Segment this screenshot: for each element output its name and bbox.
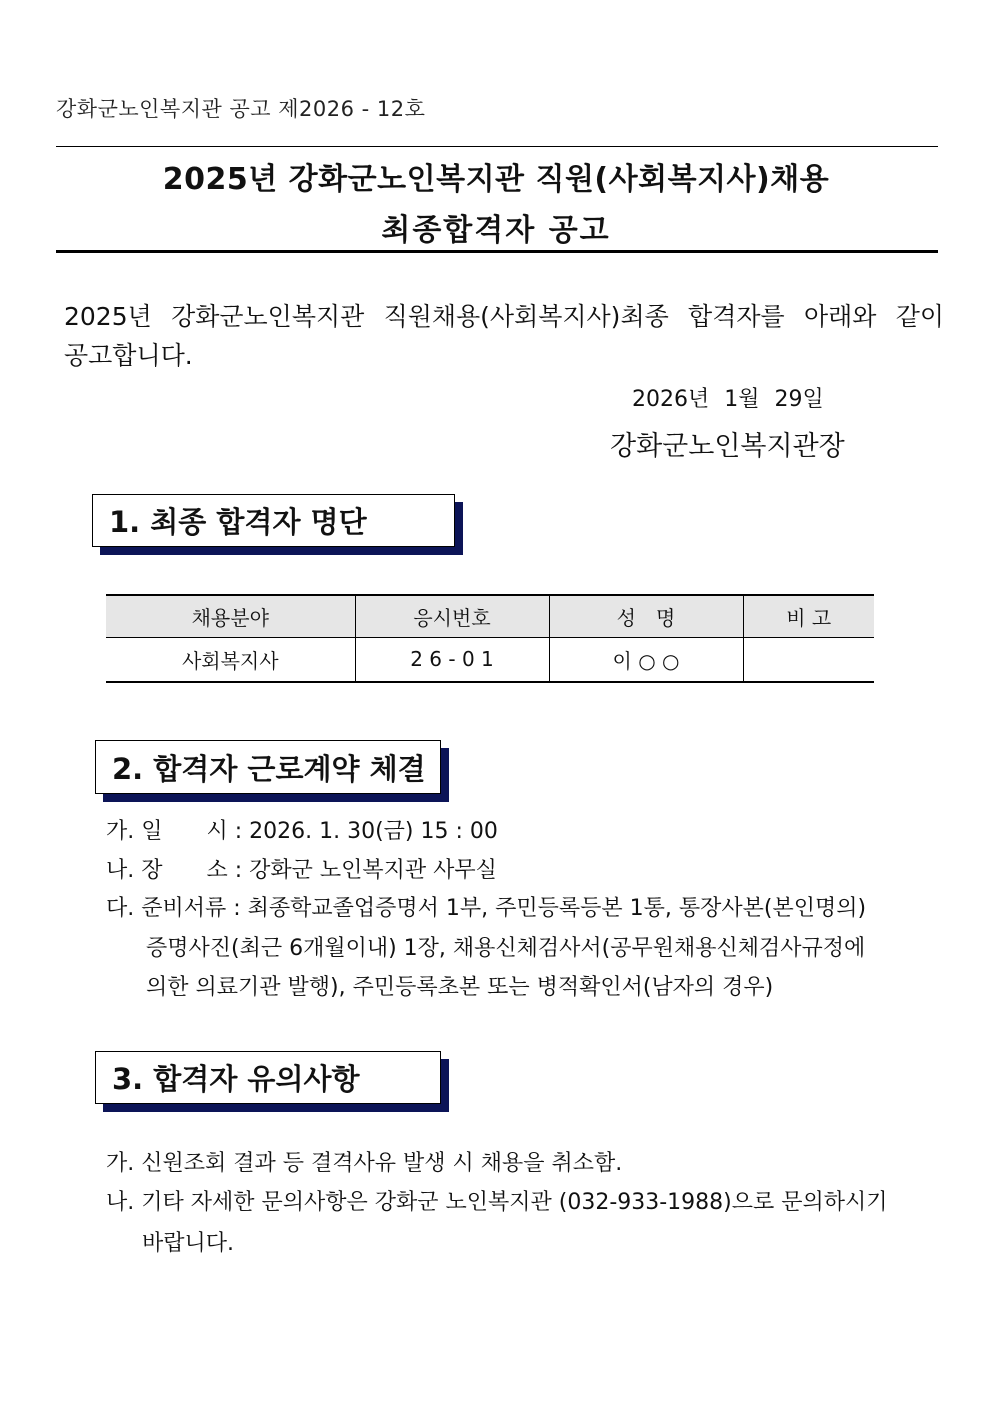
cell-remarks (743, 637, 874, 682)
header-name: 성 명 (549, 595, 743, 637)
required-documents: 다. 준비서류 : 최종학교졸업증명서 1부, 주민등록등본 1통, 통장사본(본인명의) (106, 896, 867, 921)
required-documents-cont1: 증명사진(최근 6개월이내) 1장, 채용신체검사서(공무원채용신체검사규정에 (146, 936, 866, 961)
section2-heading (95, 740, 441, 794)
note-contact: 나. 기타 자세한 문의사항은 강화군 노인복지관 (032-933-1988)으로 문의하시기 (106, 1190, 888, 1215)
bottom-rule (56, 250, 938, 253)
intro-text-line2: 공고합니다. (64, 341, 193, 370)
section3-heading-text: 3. 합격자 유의사항 (112, 1062, 360, 1096)
cell-field: 사회복지사 (181, 648, 279, 673)
results-table (106, 594, 874, 683)
page-title: 2025년 강화군노인복지관 직원(사회복지사)채용 (162, 162, 830, 197)
cell-applicant-number: 2 6 - 0 1 (355, 637, 549, 682)
header-applicant-number: 응시번호 (355, 595, 549, 637)
intro-text-line1: 2025년 강화군노인복지관 직원채용(사회복지사)최종 합격자를 아래와 같이 (64, 302, 944, 331)
header-remarks: 비 고 (743, 595, 874, 637)
note-background-check: 가. 신원조회 결과 등 결격사유 발생 시 채용을 취소함. (106, 1151, 623, 1176)
note-contact-cont: 바랍니다. (142, 1231, 235, 1256)
section1-heading-text: 1. 최종 합격자 명단 (109, 505, 367, 539)
required-documents-cont2: 의한 의료기관 발행), 주민등록초본 또는 병적확인서(남자의 경우) (146, 975, 774, 1000)
table-header-row (106, 595, 874, 637)
announcement-date: 2026년 1월 29일 (632, 387, 824, 412)
section2-heading-text: 2. 합격자 근로계약 체결 (112, 751, 426, 786)
header-field: 채용분야 (191, 605, 269, 630)
table-row (106, 637, 874, 682)
section1-heading (92, 494, 455, 547)
cell-name: 이 ○ ○ (549, 637, 743, 682)
issuer-name: 강화군노인복지관장 (610, 431, 845, 462)
top-rule (56, 146, 938, 147)
page-subtitle: 최종합격자 공고 (381, 213, 611, 248)
section3-heading (95, 1051, 441, 1104)
notice-number: 강화군노인복지관 공고 제2026 - 12호 (56, 97, 426, 121)
contract-datetime: 가. 일 시 : 2026. 1. 30(금) 15 : 00 (106, 819, 498, 844)
contract-location: 나. 장 소 : 강화군 노인복지관 사무실 (106, 858, 497, 883)
